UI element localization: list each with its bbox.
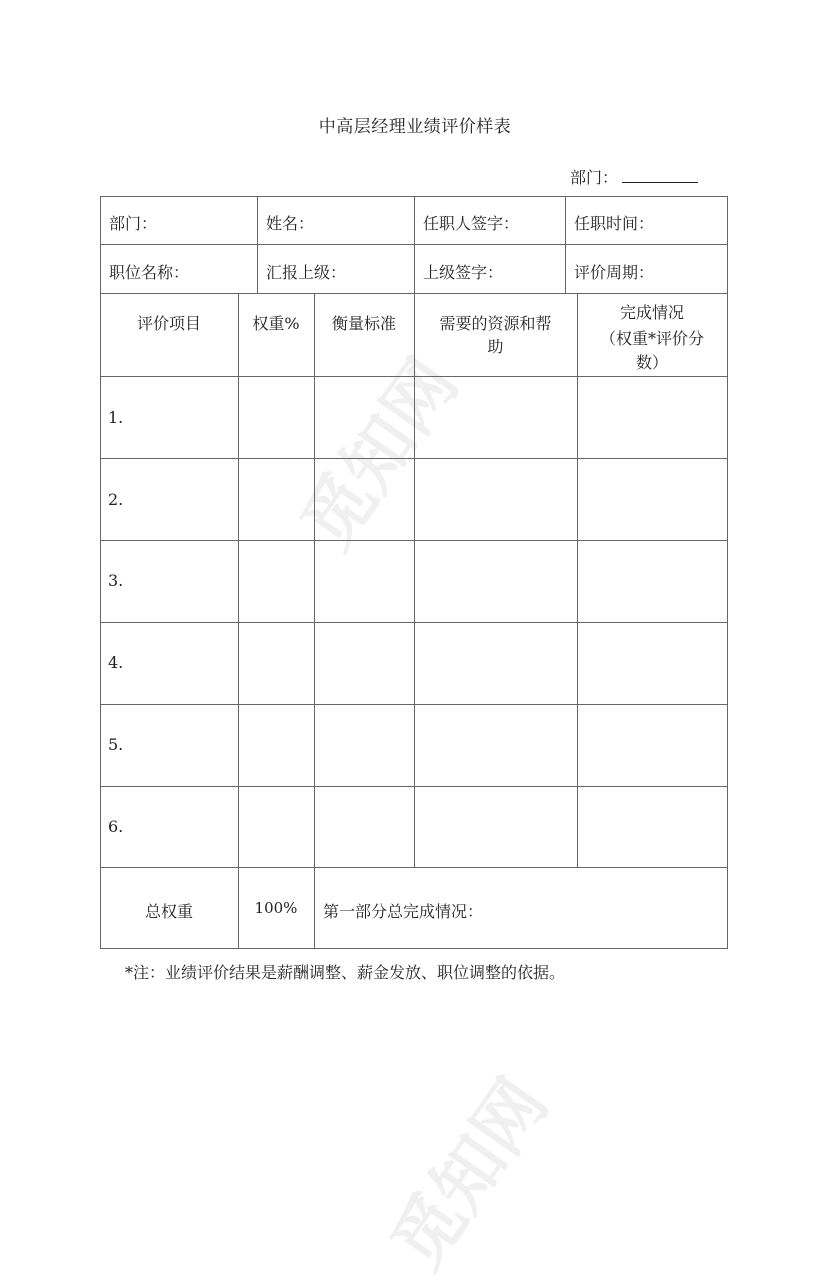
info-position: 职位名称： bbox=[109, 263, 190, 282]
info-review-period: 评价周期： bbox=[574, 263, 655, 282]
info-employee-signature: 任职人签字： bbox=[423, 214, 520, 233]
header-item: 评价项目 bbox=[136, 314, 201, 333]
total-completion-label: 第一部分总完成情况： bbox=[323, 902, 484, 921]
header-resources-1: 需要的资源和帮 bbox=[439, 314, 552, 333]
header-completion-1: 完成情况 bbox=[619, 303, 684, 322]
header-weight: 权重% bbox=[252, 314, 300, 333]
info-supervisor-signature: 上级签字： bbox=[423, 263, 504, 282]
watermark: 觅知网 bbox=[285, 344, 474, 564]
footnote: *注：业绩评价结果是薪酬调整、薪金发放、职位调整的依据。 bbox=[125, 963, 566, 982]
header-completion-3: 数） bbox=[635, 353, 668, 372]
table-row-5-label: 5. bbox=[108, 735, 124, 754]
watermark-bottom: 觅知网 bbox=[375, 1064, 564, 1284]
table-row-2-label: 2. bbox=[108, 490, 124, 509]
table-row-4-label: 4. bbox=[108, 653, 124, 672]
info-department: 部门： bbox=[109, 214, 158, 233]
table-row-1-label: 1. bbox=[108, 408, 124, 427]
info-supervisor: 汇报上级： bbox=[266, 263, 347, 282]
department-label: 部门： bbox=[570, 168, 619, 187]
header-completion-2: （权重*评价分 bbox=[599, 329, 704, 348]
department-field bbox=[570, 165, 698, 188]
table-row-6-label: 6. bbox=[108, 817, 124, 836]
page-title: 中高层经理业绩评价样表 bbox=[318, 117, 512, 137]
table-row-3-label: 3. bbox=[108, 571, 124, 590]
total-weight-label: 总权重 bbox=[144, 902, 193, 921]
total-weight-value: 100% bbox=[254, 899, 298, 917]
header-resources-2: 助 bbox=[487, 337, 504, 356]
department-blank[interactable] bbox=[622, 168, 698, 183]
header-standard: 衡量标准 bbox=[331, 314, 396, 333]
info-name: 姓名： bbox=[266, 214, 315, 233]
info-tenure: 任职时间： bbox=[574, 214, 655, 233]
